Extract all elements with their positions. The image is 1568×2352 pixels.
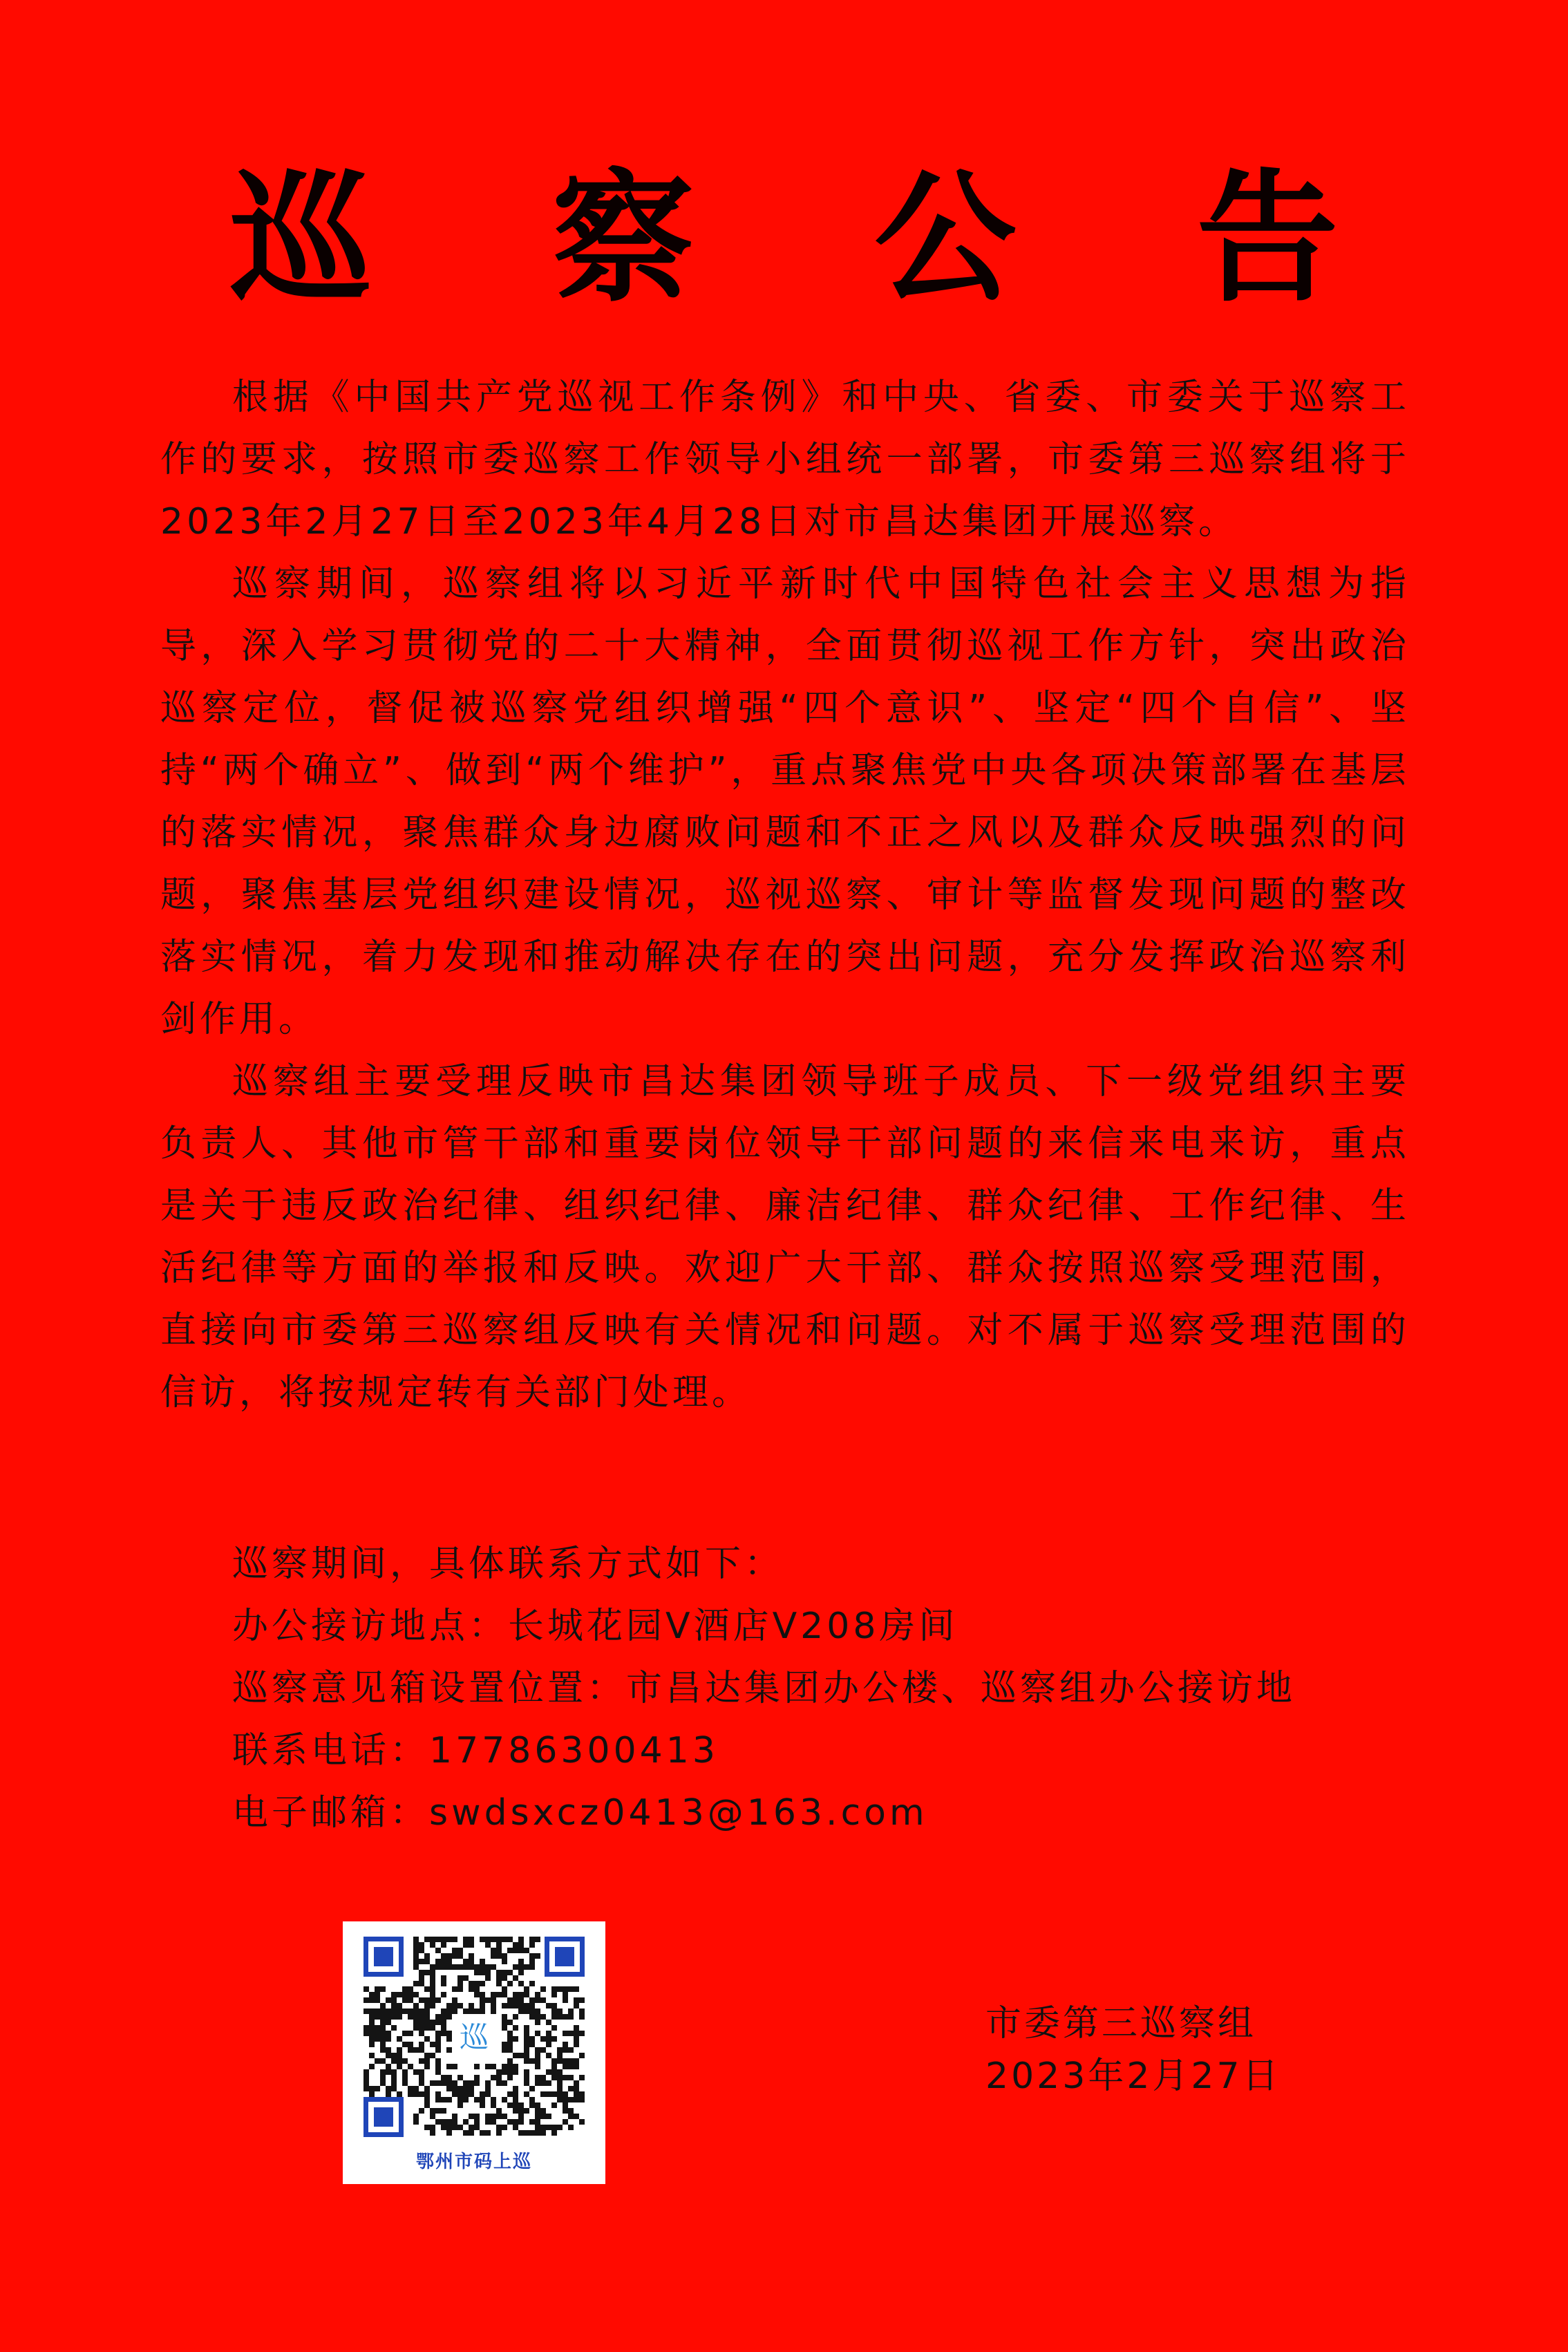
contact-intro: 巡察期间，具体联系方式如下： [232, 1543, 784, 1585]
contact-email: 电子邮箱：swdsxcz0413@163.com [232, 1792, 928, 1834]
qr-caption: 鄂州市码上巡 [415, 2152, 532, 2172]
contact-address: 办公接访地点：长城花园V酒店V208房间 [232, 1606, 958, 1647]
signature-org: 市委第三巡察组 [985, 2003, 1257, 2044]
notice-body [160, 366, 1410, 1424]
notice-title: 巡 察 公 告 [229, 156, 1404, 321]
qr-center-logo: 巡 [459, 2020, 489, 2054]
qr-code-card[interactable] [343, 1921, 605, 2184]
qr-code-icon [363, 1937, 585, 2137]
paragraph-scope: 巡察组主要受理反映市昌达集团领导班子成员、下一级党组织主要负责人、其他市管干部和重要岗位领导干部问题的来信来电来访，重点是关于违反政治纪律、组织纪律、廉洁纪律、群众纪律、工作纪律、生活纪律等方面的举报和反映。欢迎广大干部、群众按照巡察受理范围，直接向市委第三巡察组反映有关情况和问题。对不属于巡察受理范围的信访，将按规定转有关部门处理。 [160, 1061, 1410, 1413]
signature-date: 2023年2月27日 [985, 2055, 1281, 2097]
paragraph-basis: 根据《中国共产党巡视工作条例》和中央、省委、市委关于巡察工作的要求，按照市委巡察工作领导小组统一部署，市委第三巡察组将于2023年2月27日至2023年4月28日对市昌达集团开展巡察。 [160, 377, 1410, 543]
qr-finder-bottom-left [363, 2097, 404, 2137]
qr-finder-top-left [363, 1937, 404, 1977]
contact-phone: 联系电话：17786300413 [232, 1730, 719, 1771]
qr-finder-top-right [545, 1937, 585, 1977]
signature-block [985, 1997, 1281, 2102]
contact-mailbox-location: 巡察意见箱设置位置：市昌达集团办公楼、巡察组办公接访地 [232, 1668, 1296, 1709]
paragraph-focus: 巡察期间，巡察组将以习近平新时代中国特色社会主义思想为指导，深入学习贯彻党的二十大精神，全面贯彻巡视工作方针，突出政治巡察定位，督促被巡察党组织增强“四个意识”、坚定“四个自信”、坚持“两个确立”、做到“两个维护”，重点聚焦党中央各项决策部署在基层的落实情况，聚焦群众身边腐败问题和不正之风以及群众反映强烈的问题，聚焦基层党组织建设情况，巡视巡察、审计等监督发现问题的整改落实情况，着力发现和推动解决存在的突出问题，充分发挥政治巡察利剑作用。 [160, 563, 1410, 1040]
contact-block [160, 1533, 1432, 1844]
